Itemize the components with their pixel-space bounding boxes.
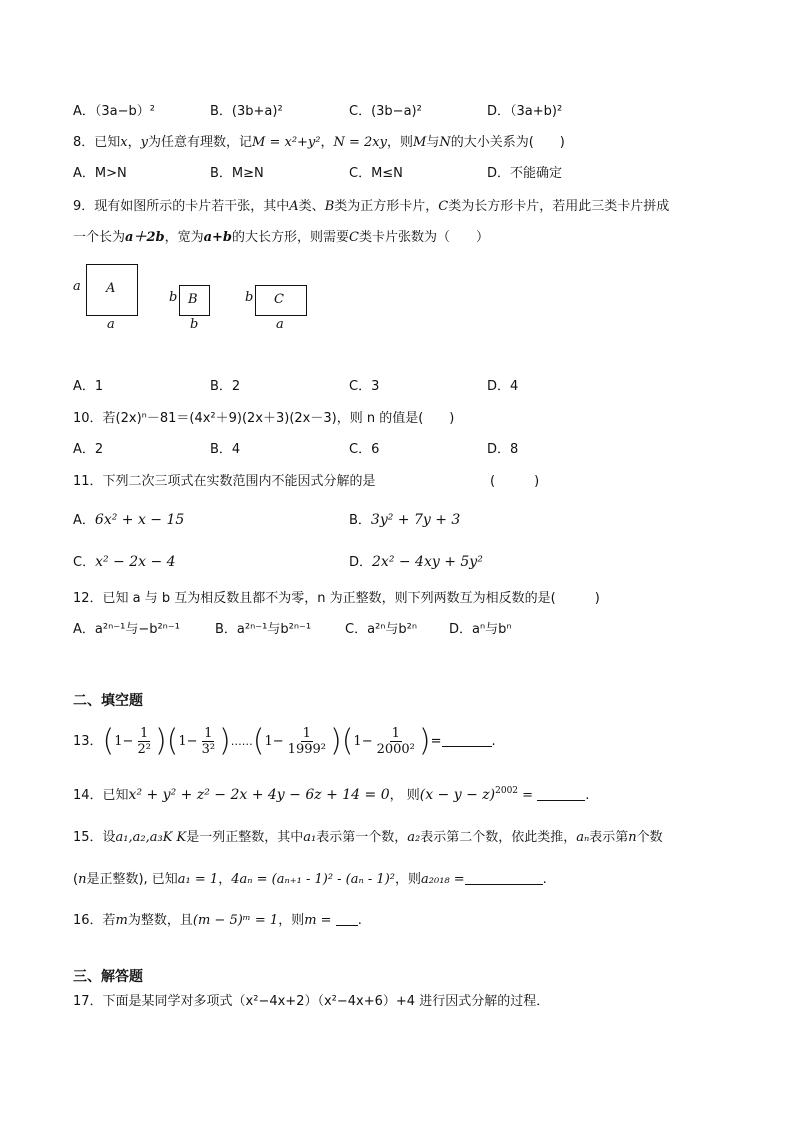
left-paren: ( bbox=[341, 723, 354, 759]
q9-stem-line1 bbox=[73, 198, 669, 216]
q13-term: 1 bbox=[178, 734, 187, 749]
q7-option-d: D．（3a+b)² bbox=[487, 104, 563, 119]
q8-var: M bbox=[413, 135, 427, 150]
q9-option-b: B．2 bbox=[210, 379, 241, 394]
q14-text: 14．已知 bbox=[73, 788, 129, 803]
q13-ellipsis: …… bbox=[230, 735, 253, 748]
q9-option-c: C．3 bbox=[349, 379, 380, 394]
q15-var: a₂ bbox=[407, 830, 421, 845]
denominator: 2000² bbox=[376, 741, 415, 757]
answer-blank[interactable] bbox=[336, 913, 358, 926]
q8-option-c: C．M≤N bbox=[349, 166, 403, 181]
numerator: 1 bbox=[140, 725, 149, 741]
q15-text: ， bbox=[218, 872, 232, 887]
q15-text: ( bbox=[73, 872, 79, 887]
q11-expr: 3y² + 7y + 3 bbox=[370, 512, 461, 528]
q9-text: 类、 bbox=[298, 199, 325, 214]
q9-text: 9．现有如图所示的卡片若干张，其中 bbox=[73, 199, 290, 214]
answer-blank[interactable] bbox=[442, 734, 492, 747]
q11-option-b bbox=[349, 511, 460, 530]
q12-option-c: C．a²ⁿ与b²ⁿ bbox=[345, 622, 418, 637]
q15-var: n bbox=[78, 872, 87, 887]
q13-fraction bbox=[375, 726, 417, 758]
q7-option-a: A．（3a−b）² bbox=[73, 104, 155, 119]
q9-var: C bbox=[438, 199, 449, 214]
card-a-side-label: a bbox=[73, 279, 81, 294]
q13-op: − bbox=[361, 734, 373, 749]
q8-option-b: B．M≥N bbox=[210, 166, 264, 181]
q15-text: 是正整数), 已知 bbox=[86, 872, 178, 887]
denominator: 2² bbox=[137, 741, 151, 757]
q8-var: N bbox=[439, 135, 451, 150]
denominator: 1999² bbox=[287, 741, 326, 757]
q16-target: m = bbox=[304, 913, 332, 928]
q8-text: ，则 bbox=[386, 135, 413, 150]
q10-option-a: A．2 bbox=[73, 442, 104, 457]
q15-var: a₁ bbox=[303, 830, 317, 845]
card-c-bottom-label: a bbox=[276, 317, 284, 332]
section-heading-solve: 三、解答题 bbox=[73, 969, 143, 985]
q11-option-a bbox=[73, 511, 184, 530]
q8-text: 与 bbox=[426, 135, 440, 150]
q16-text: ，则 bbox=[278, 913, 305, 928]
q10-option-b: B．4 bbox=[210, 442, 241, 457]
q9-option-d: D．4 bbox=[487, 379, 519, 394]
q16-var: m bbox=[115, 913, 128, 928]
q8-expr-m: M = x²+y² bbox=[252, 135, 321, 150]
q9-var: A bbox=[289, 199, 299, 214]
q16-equation: (m − 5)ᵐ = 1 bbox=[192, 913, 279, 928]
right-paren: ) bbox=[418, 723, 431, 759]
left-paren: ( bbox=[102, 723, 115, 759]
q8-text: ， bbox=[320, 135, 334, 150]
card-b-label: B bbox=[188, 292, 198, 307]
q12-option-d: D．aⁿ与bⁿ bbox=[449, 622, 512, 637]
q8-var: y bbox=[140, 135, 148, 150]
q13-fraction bbox=[286, 726, 328, 758]
section-heading-fill-in: 二、填空题 bbox=[73, 693, 143, 709]
q11-expr: x² − 2x − 4 bbox=[95, 554, 176, 570]
q8-stem bbox=[73, 134, 565, 152]
q9-length: a＋2b bbox=[125, 230, 165, 245]
q13-number: 13． bbox=[73, 734, 103, 749]
q9-stem-line2 bbox=[73, 229, 489, 247]
q15-sequence: a₁,a₂,a₃K K bbox=[115, 830, 187, 845]
right-paren: ) bbox=[154, 723, 167, 759]
q15-var: n bbox=[628, 830, 637, 845]
q11-option-label: A． bbox=[73, 513, 95, 528]
card-c-label: C bbox=[274, 292, 284, 307]
q15-text: 表示第二个数，依此类推， bbox=[420, 830, 577, 845]
q15-period: . bbox=[542, 872, 547, 887]
card-a-label: A bbox=[106, 281, 116, 296]
numerator: 1 bbox=[391, 725, 400, 741]
q8-text: ， bbox=[127, 135, 141, 150]
right-paren: ) bbox=[219, 723, 231, 759]
card-c-side-label: b bbox=[245, 290, 254, 305]
q10-stem: 10．若(2x)ⁿ－81＝(4x²＋9)(2x＋3)(2x－3)，则 n 的值是( ) bbox=[73, 411, 455, 426]
left-paren: ( bbox=[252, 723, 265, 759]
q15-text: 个数 bbox=[636, 830, 663, 845]
q15-stem-line1 bbox=[73, 829, 663, 847]
q9-option-a: A．1 bbox=[73, 379, 104, 394]
q16-text: 16．若 bbox=[73, 913, 116, 928]
q14-equation: x² + y² + z² − 2x + 4y − 6z + 14 = 0 bbox=[128, 787, 390, 803]
q11-option-d bbox=[349, 553, 483, 572]
q12-option-b: B．a²ⁿ⁻¹与b²ⁿ⁻¹ bbox=[215, 622, 312, 637]
q14-period: . bbox=[585, 788, 590, 803]
q10-option-c: C．6 bbox=[349, 442, 380, 457]
q11-option-c bbox=[73, 553, 176, 572]
card-a-bottom-label: a bbox=[107, 317, 115, 332]
q15-var: aₙ bbox=[576, 830, 590, 845]
q8-option-d: D．不能确定 bbox=[487, 166, 563, 181]
q11-option-label: C． bbox=[73, 555, 96, 570]
q13-term: 1 bbox=[114, 734, 123, 749]
q13-fraction bbox=[135, 726, 152, 758]
q9-text: 类为长方形卡片，若用此三类卡片拼成 bbox=[448, 199, 670, 214]
q13-op: − bbox=[186, 734, 198, 749]
q17-stem: 17．下面是某同学对多项式（x²−4x+2）（x²−4x+6）+4 进行因式分解的过程． bbox=[73, 994, 550, 1009]
q9-text: 类卡片张数为（ ） bbox=[358, 230, 489, 245]
q14-stem bbox=[73, 786, 589, 805]
q7-option-c: C．(3b−a)² bbox=[349, 104, 422, 119]
q11-option-label: B． bbox=[349, 513, 371, 528]
q14-text: ， 则 bbox=[389, 788, 420, 803]
q13-op: − bbox=[272, 734, 284, 749]
q13-fraction bbox=[200, 726, 217, 758]
q14-exponent: 2002 bbox=[495, 786, 519, 796]
q13-term: 1 bbox=[353, 734, 362, 749]
q10-option-d: D．8 bbox=[487, 442, 519, 457]
q12-option-a: A．a²ⁿ⁻¹与−b²ⁿ⁻¹ bbox=[73, 622, 180, 637]
q14-expression: (x − y − z) bbox=[419, 787, 496, 803]
q16-text: 为整数，且 bbox=[127, 913, 193, 928]
q13-equals: = bbox=[430, 734, 442, 749]
q15-condition: a₁ = 1 bbox=[177, 872, 219, 887]
q9-text: ，宽为 bbox=[164, 230, 204, 245]
q16-period: . bbox=[357, 913, 362, 928]
q11-expr: 6x² + x − 15 bbox=[94, 512, 185, 528]
q15-recurrence: 4aₙ = (aₙ₊₁ - 1)² - (aₙ - 1)² bbox=[231, 872, 395, 887]
q9-text: 一个长为 bbox=[73, 230, 126, 245]
q7-option-b: B．(3b+a)² bbox=[210, 104, 283, 119]
q11-stem: 11．下列二次三项式在实数范围内不能因式分解的是 bbox=[73, 474, 376, 489]
q8-text: 为任意有理数，记 bbox=[148, 135, 253, 150]
q8-expr-n: N = 2xy bbox=[333, 135, 387, 150]
q13-op: − bbox=[122, 734, 134, 749]
q9-var: B bbox=[324, 199, 335, 214]
denominator: 3² bbox=[201, 741, 216, 757]
card-b-bottom-label: b bbox=[190, 317, 199, 332]
q13-stem bbox=[73, 722, 496, 764]
q14-equals: = bbox=[518, 788, 534, 803]
q8-option-a: A．M>N bbox=[73, 166, 127, 181]
q11-option-label: D． bbox=[349, 555, 373, 570]
card-b-side-label: b bbox=[169, 290, 178, 305]
q8-text: 8．已知 bbox=[73, 135, 121, 150]
q8-var: x bbox=[120, 135, 128, 150]
q9-text: 类为正方形卡片， bbox=[334, 199, 439, 214]
q15-target: a₂₀₁₈ = bbox=[421, 872, 465, 887]
q11-expr: 2x² − 4xy + 5y² bbox=[372, 554, 483, 570]
q15-stem-line2 bbox=[73, 871, 547, 889]
q15-text: 表示第 bbox=[589, 830, 629, 845]
q11-bracket: ( ) bbox=[490, 474, 540, 489]
q9-text: 的大长方形，则需要 bbox=[232, 230, 350, 245]
q15-text: 是一列正整数，其中 bbox=[186, 830, 304, 845]
q8-text: 的大小关系为( ) bbox=[450, 135, 565, 150]
q13-term: 1 bbox=[264, 734, 273, 749]
q12-stem: 12．已知 a 与 b 互为相反数且都不为零，n 为正整数，则下列两数互为相反数的是( ) bbox=[73, 591, 600, 606]
right-paren: ) bbox=[329, 723, 342, 759]
q13-period: . bbox=[491, 734, 496, 749]
left-paren: ( bbox=[166, 723, 179, 759]
q15-text: 表示第一个数， bbox=[316, 830, 408, 845]
answer-blank[interactable] bbox=[537, 788, 585, 801]
q15-text: ，则 bbox=[395, 872, 422, 887]
q15-text: 15．设 bbox=[73, 830, 116, 845]
q9-var: C bbox=[349, 230, 359, 245]
q9-width: a+b bbox=[203, 230, 232, 245]
numerator: 1 bbox=[302, 725, 311, 741]
numerator: 1 bbox=[204, 725, 213, 741]
answer-blank[interactable] bbox=[465, 872, 543, 885]
q16-stem bbox=[73, 912, 362, 930]
